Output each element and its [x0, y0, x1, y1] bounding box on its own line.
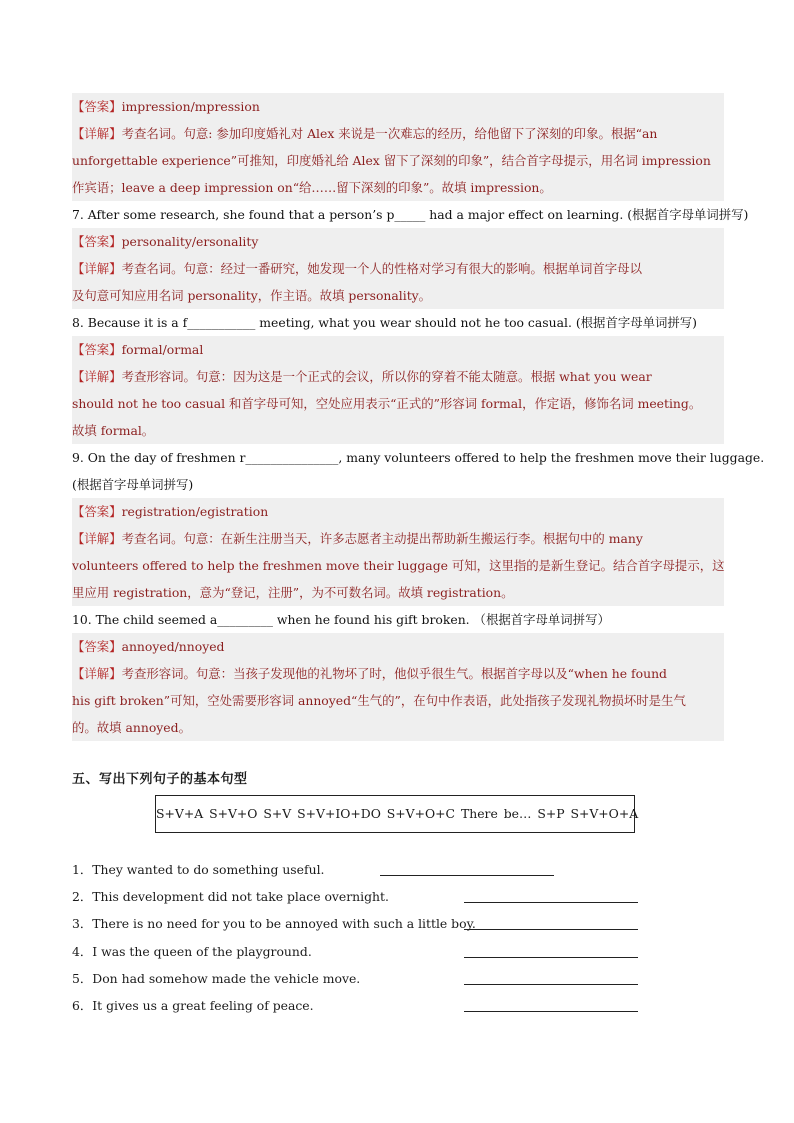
list-item: [72, 856, 652, 883]
answer-tag: 【答案】: [72, 504, 122, 519]
detail-tag: 【详解】: [72, 369, 122, 384]
detail-text: 考查名词。句意：经过一番研究，她发现一个人的性格对学习有很大的影响。根据单词首字母以: [121, 261, 642, 276]
answer-text: formal/ormal: [121, 342, 204, 357]
detail-line: 及句意可知应用名词 personality，作主语。故填 personality。: [72, 288, 432, 303]
detail-line: his gift broken”可知，空处需要形容词 annoyed“生气的”，在句中作表语，此处指孩子发现礼物损坏时是生气: [72, 693, 686, 708]
answer-block-10: [72, 633, 724, 741]
list-item: [72, 938, 652, 965]
detail-line: 故填 formal。: [72, 423, 155, 438]
answer-blank[interactable]: [380, 875, 554, 876]
sentence-list: [72, 856, 652, 1019]
detail-line: [72, 363, 724, 390]
detail-tag: 【详解】: [72, 126, 122, 141]
detail-line: [72, 525, 724, 552]
detail-text: 考查形容词。句意：当孩子发现他的礼物坏了时，他似乎很生气。根据首字母以及“when he found: [121, 666, 667, 681]
question-10: 10. The child seemed a_________ when he found his gift broken. （根据首字母单词拼写）: [72, 612, 610, 627]
detail-text: 考查形容词。句意：因为这是一个正式的会议，所以你的穿着不能太随意。根据 what you wear: [121, 369, 652, 384]
answer-text: annoyed/nnoyed: [121, 639, 225, 654]
answer-line: [72, 633, 724, 660]
sentence-text: 4．I was the queen of the playground.: [72, 943, 312, 959]
answer-block-6: [72, 93, 724, 201]
answer-text: personality/ersonality: [121, 234, 259, 249]
question-8: 8. Because it is a f___________ meeting, what you wear should not he too casual. (根据首字母单词拼写): [72, 315, 698, 330]
answer-line: [72, 93, 724, 120]
answer-block-9: [72, 498, 724, 606]
answer-blank[interactable]: [464, 929, 638, 930]
detail-line: [72, 255, 724, 282]
detail-line: [72, 120, 724, 147]
detail-line: volunteers offered to help the freshmen move their luggage 可知，这里指的是新生登记。结合首字母提示，这: [72, 558, 725, 573]
detail-text: 考查名词。句意：在新生注册当天，许多志愿者主动提出帮助新生搬运行李。根据句中的 many: [121, 531, 643, 546]
answer-line: [72, 336, 724, 363]
sentence-text: 1．They wanted to do something useful.: [72, 862, 325, 877]
list-item: [72, 965, 652, 992]
answer-blank[interactable]: [464, 957, 638, 958]
detail-tag: 【详解】: [72, 261, 122, 276]
answer-blank[interactable]: [464, 1011, 638, 1012]
answer-block-7: [72, 228, 724, 309]
answer-blank[interactable]: [464, 902, 638, 903]
answer-line: [72, 498, 724, 525]
answer-blank[interactable]: [464, 984, 638, 985]
sentence-pattern-box: S+V+A S+V+O S+V S+V+IO+DO S+V+O+C There be… S+P S+V+O+A: [155, 795, 635, 833]
answer-tag: 【答案】: [72, 99, 122, 114]
detail-line: 里应用 registration，意为“登记，注册”，为不可数名词。故填 registration。: [72, 585, 514, 600]
sentence-text: 5．Don had somehow made the vehicle move.: [72, 970, 361, 986]
answer-block-8: [72, 336, 724, 444]
answer-tag: 【答案】: [72, 639, 122, 654]
exercise-content: [72, 93, 765, 741]
detail-line: 作宾语；leave a deep impression on“给……留下深刻的印象”。故填 impression。: [72, 180, 552, 195]
question-9-hint: (根据首字母单词拼写): [72, 477, 194, 492]
sentence-text: 3．There is no need for you to be annoyed with such a little boy.: [72, 916, 476, 932]
answer-text: registration/egistration: [121, 504, 269, 519]
list-item: [72, 910, 652, 937]
list-item: [72, 883, 652, 910]
detail-text: 考查名词。句意: 参加印度婚礼对 Alex 来说是一次难忘的经历，给他留下了深刻的印象。根据“an: [121, 126, 658, 141]
detail-line: [72, 660, 724, 687]
question-7: 7. After some research, she found that a person’s p_____ had a major effect on learning. (根据首字母单词拼写): [72, 207, 749, 222]
detail-line: should not he too casual 和首字母可知，空处应用表示“正式的”形容词 formal，作定语，修饰名词 meeting。: [72, 396, 702, 411]
detail-line: 的。故填 annoyed。: [72, 720, 191, 735]
answer-tag: 【答案】: [72, 342, 122, 357]
detail-tag: 【详解】: [72, 666, 122, 681]
answer-tag: 【答案】: [72, 234, 122, 249]
question-9: 9. On the day of freshmen r_______________, many volunteers offered to help the freshmen move their luggage.: [72, 450, 765, 465]
section-title: 五、写出下列句子的基本句型: [72, 772, 248, 787]
sentence-text: 2．This development did not take place overnight.: [72, 889, 389, 905]
answer-text: impression/mpression: [121, 99, 260, 114]
detail-line: unforgettable experience”可推知，印度婚礼给 Alex 留下了深刻的印象”，结合首字母提示，用名词 impression: [72, 153, 711, 168]
detail-tag: 【详解】: [72, 531, 122, 546]
sentence-text: 6．It gives us a great feeling of peace.: [72, 997, 314, 1013]
list-item: [72, 992, 652, 1019]
answer-line: [72, 228, 724, 255]
